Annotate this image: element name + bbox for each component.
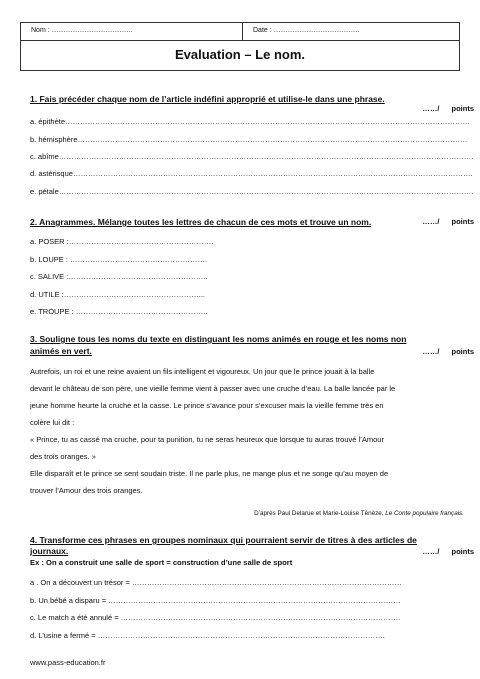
exercise-4-question — [30, 535, 466, 556]
exercise-4-title-line2: journaux. — [30, 546, 69, 556]
exercise-3-title-line1: 3. Souligne tous les noms du texte en distinguant les noms animés en rouge et les noms non — [30, 334, 407, 344]
points-label: points — [451, 547, 474, 556]
story-line: « Prince, tu as cassé ma cruche, pour ta punition, tu ne seras heureux que lorsque tu auras trouvé l’Amour — [30, 435, 384, 444]
header-box — [20, 22, 460, 71]
story-line: colère lui dit : — [30, 418, 75, 427]
exercise-1-points — [422, 104, 474, 113]
exercise-4-points — [422, 547, 474, 556]
exercise-2-question — [30, 217, 400, 227]
exercise-3-question — [30, 334, 466, 356]
exercise-2-item[interactable]: d. UTILE :………………………………………………... — [30, 290, 206, 299]
points-label: points — [451, 347, 474, 356]
exercise-2-item[interactable]: e. TROUPE : …………………………………………….. — [30, 307, 208, 316]
exercise-2-title: 2. Anagrammes. Mélange toutes les lettres de chacun de ces mots et trouve un nom. — [30, 217, 372, 227]
exercise-3-title-line2: animés en vert. — [30, 346, 92, 356]
name-field[interactable]: Nom : …………………………….. — [21, 23, 243, 40]
story-line: trouver l’Amour des trois oranges. — [30, 486, 143, 495]
story-line: des trois oranges. » — [30, 452, 96, 461]
exercise-2-item[interactable]: a. POSER :…………………………………………………. — [30, 237, 214, 246]
story-source — [254, 510, 464, 517]
exercise-4-item[interactable]: b. Un bébé a disparu = ……………………………………………………………………………………………………… — [30, 596, 401, 605]
exercise-1-question — [30, 94, 466, 104]
exercise-1-title: 1. Fais précéder chaque nom de l’article indéfini approprié et utilise-le dans une phrase. — [30, 94, 385, 104]
exercise-4-example: Ex : On a construit une salle de sport = construction d’une salle de sport — [30, 558, 293, 567]
footer-url[interactable]: www.pass-education.fr — [30, 658, 106, 667]
exercise-4-item[interactable]: a . On a découvert un trésor = ……………………………………………………………………………………………… — [30, 578, 402, 587]
story-text — [30, 363, 466, 499]
exercise-1-item[interactable]: c. abîme…………………………………………………………………………………………………………………………………………………. — [30, 152, 474, 161]
points-label: points — [451, 217, 474, 226]
exercise-1-item[interactable]: a. épithète……………………………………………………………………………………………………………………………………………… — [30, 117, 471, 126]
header-row — [21, 23, 459, 41]
points-blank[interactable]: ……/ — [422, 347, 440, 356]
exercise-4-item[interactable]: d. L’usine a fermé = ……………………………………………………………………………………………………. — [30, 631, 385, 640]
story-line: devant le château de son père, une vieille femme vient à passer avec une cruche d’eau. La balle lancée par le — [30, 384, 396, 393]
date-field[interactable]: Date : ………………………………. — [253, 27, 360, 34]
exercise-1-item[interactable]: d. astérisque……………………………………………………………………………………………………………………………………………. — [30, 169, 473, 178]
exercise-3-points — [422, 347, 474, 356]
exercise-4-title-line1: 4. Transforme ces phrases en groupes nominaux qui pourraient servir de titres à des articles de — [30, 535, 417, 545]
exercise-2-item[interactable]: c. SALIVE :……………………………………………….. — [30, 272, 208, 281]
points-blank[interactable]: ……/ — [422, 547, 440, 556]
exercise-1-item[interactable]: b. hémisphère………………………………………………………………………………………………………………………………………… — [30, 135, 468, 144]
points-blank[interactable]: ……/ — [422, 217, 440, 226]
story-line: Elle disparaît et le prince se sent soudain triste. Il ne parle plus, ne mange plus et ne songe qu’au moyen de — [30, 469, 389, 478]
exercise-2-points — [422, 217, 474, 226]
source-title: Le Conte populaire français. — [385, 510, 464, 517]
points-blank[interactable]: ……/ — [422, 104, 440, 113]
source-author: D’après Paul Delarue et Marie-Louise Ténèze, — [254, 510, 386, 517]
exercise-1-item[interactable]: e. pétale…………………………………………………………………………………………………………………………………………………. — [30, 187, 474, 196]
points-label: points — [451, 104, 474, 113]
story-line: jeune homme heurte la cruche et la casse. Le prince s’avance pour s’excuser mais la vieille femme très en — [30, 401, 384, 410]
exercise-4-item[interactable]: c. Le match a été annulé = …………………………………………………………………………………………………. — [30, 613, 401, 622]
story-line: Autrefois, un roi et une reine avaient un fils intelligent et vigoureux. Un jour que le prince jouait à la balle — [30, 367, 375, 376]
exercise-2-item[interactable]: b. LOUPE : ………………………………………………. — [30, 255, 208, 264]
page-title: Evaluation – Le nom. — [174, 47, 306, 62]
